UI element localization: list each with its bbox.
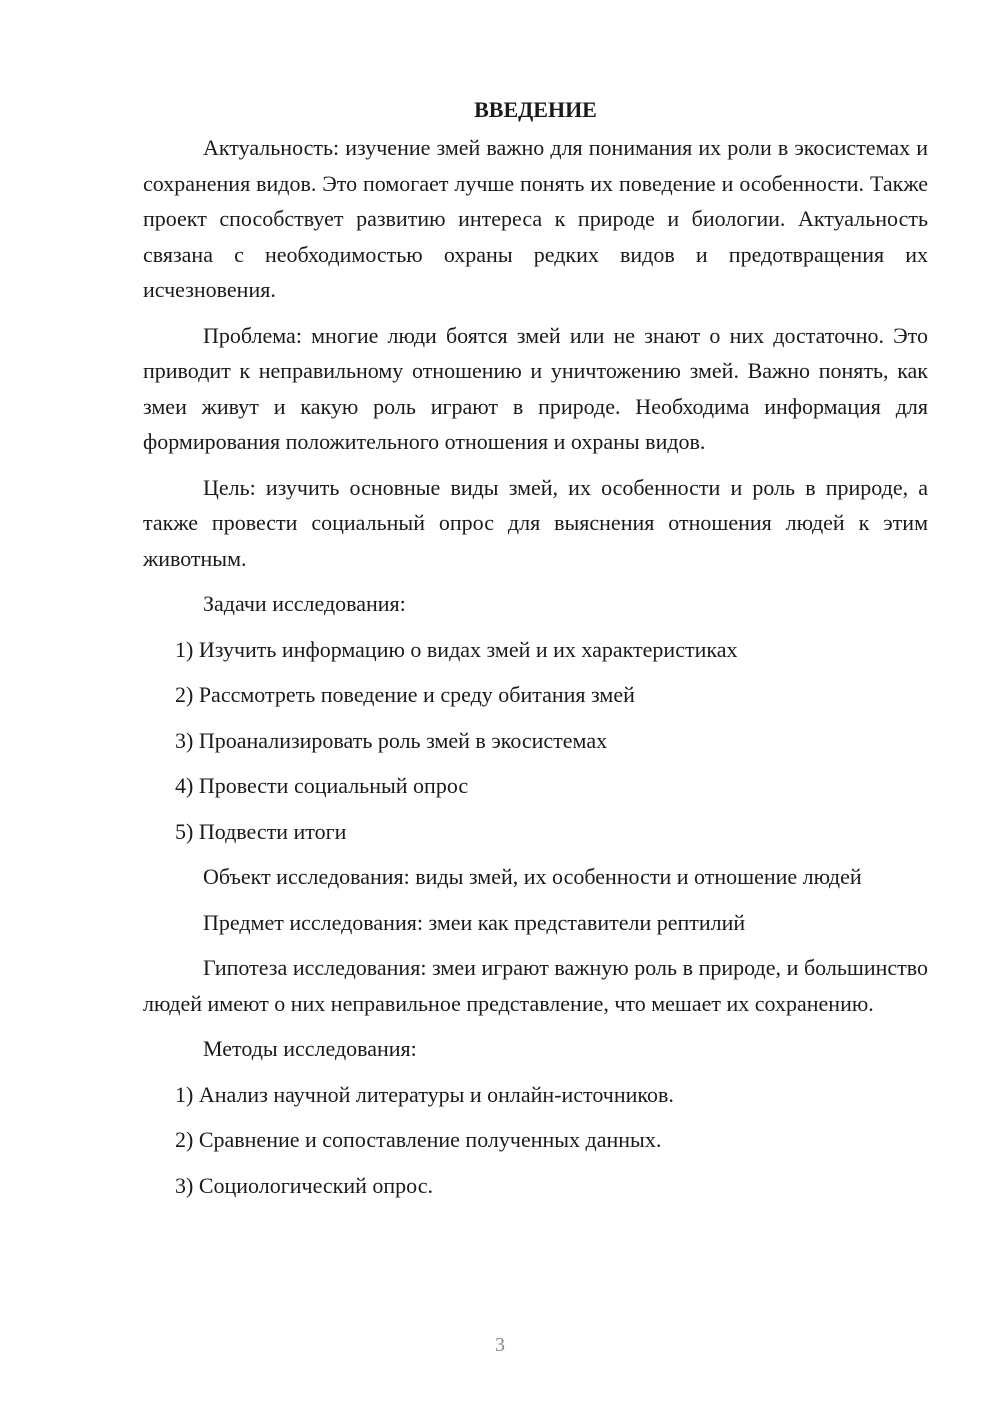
list-item: 2) Рассмотреть поведение и среду обитания змей [175,682,635,707]
subject-paragraph: Предмет исследования: змеи как представители рептилий [203,909,746,935]
methods-list [143,1077,928,1204]
page-title: ВВЕДЕНИЕ [474,97,597,122]
list-item: 1) Анализ научной литературы и онлайн-источников. [175,1081,674,1107]
tasks-heading: Задачи исследования: [203,591,406,616]
relevance-paragraph: Актуальность: изучение змей важно для понимания их роли в экосистемах и сохранения видов. Это помогает лучше понять их поведение и особенности. Также проект способствует развитию интереса к природе и биологии. Актуальность связана с необходимостью охраны редких видов и предотвращения их исчезновения. [143,135,928,302]
list-item: 3) Социологический опрос. [175,1172,433,1198]
goal-paragraph: Цель: изучить основные виды змей, их особенности и роль в природе, а также провести социальный опрос для выяснения отношения людей к этим животным. [143,474,928,571]
tasks-list [143,632,928,850]
list-item: 4) Провести социальный опрос [175,773,469,798]
document-page [143,92,928,1213]
list-item: 3) Проанализировать роль змей в экосистемах [175,727,608,753]
list-item: 5) Подвести итоги [175,818,347,844]
problem-paragraph: Проблема: многие люди боятся змей или не знают о них достаточно. Это приводит к неправильному отношению и уничтожению змей. Важно понять, как змеи живут и какую роль играют в природе. Необходима информация для формирования положительного отношения и охраны видов. [143,322,928,454]
list-item: 2) Сравнение и сопоставление полученных данных. [175,1127,662,1152]
hypothesis-paragraph: Гипотеза исследования: змеи играют важную роль в природе, и большинство людей имеют о них неправильное представление, что мешает их сохранению. [143,955,928,1016]
page-number: 3 [495,1334,505,1356]
list-item: 1) Изучить информацию о видах змей и их характеристиках [175,636,738,662]
object-paragraph: Объект исследования: виды змей, их особенности и отношение людей [203,864,862,889]
methods-heading: Методы исследования: [203,1036,417,1061]
